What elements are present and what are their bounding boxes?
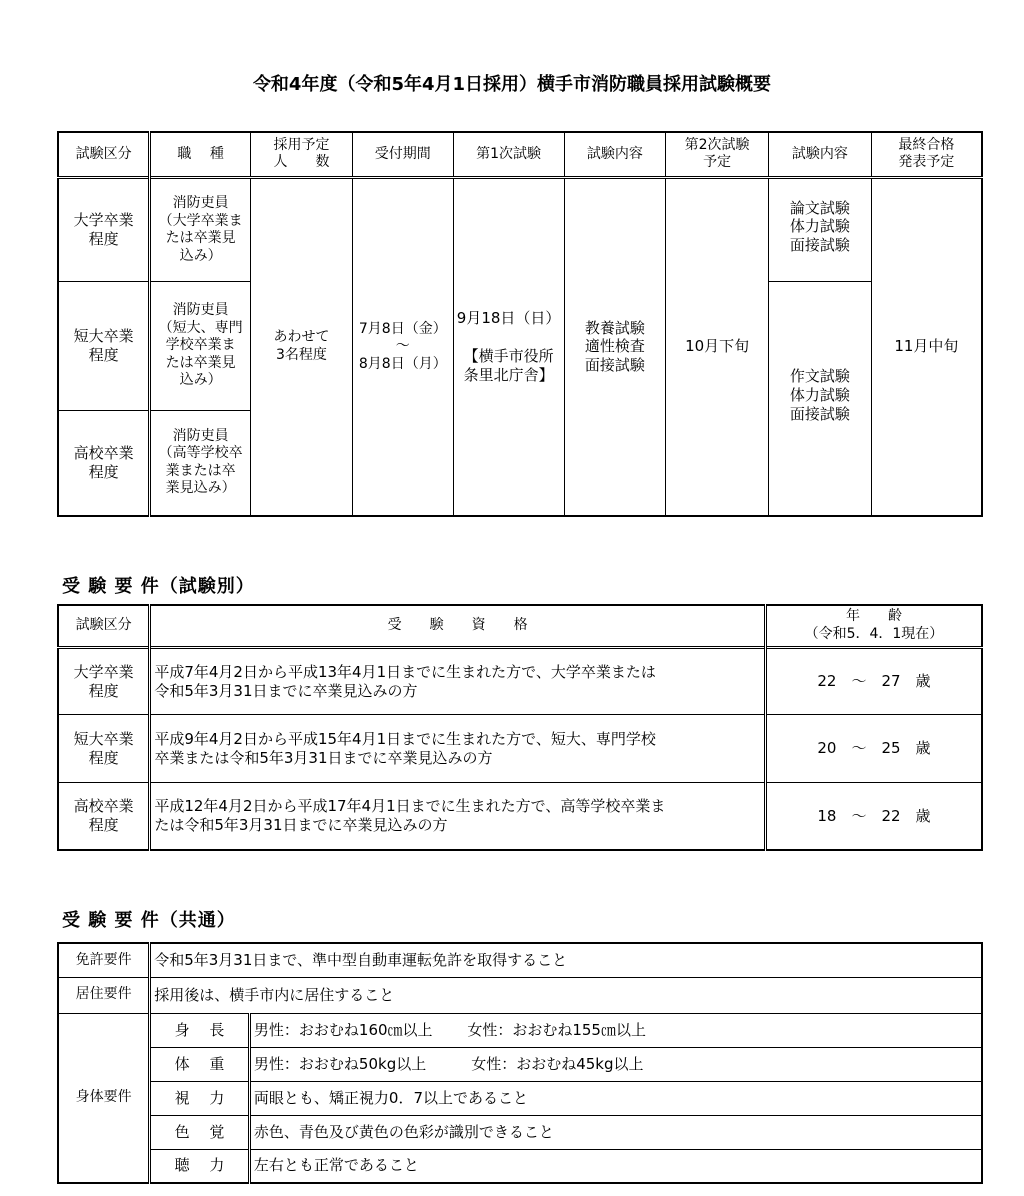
kubun-cell: 短大卒業 程度 bbox=[58, 715, 150, 783]
common-requirements-table bbox=[57, 942, 983, 1184]
shintai-item: 色 覚 bbox=[150, 1115, 250, 1149]
page-title: 令和4年度（令和5年4月1日採用）横手市消防職員採用試験概要 bbox=[252, 74, 772, 95]
saishu-cell: 11月中旬 bbox=[871, 177, 982, 516]
shintai-text: 男性：おおむね50kg以上 女性：おおむね45kg以上 bbox=[249, 1047, 982, 1081]
header-naiyou1: 試験内容 bbox=[564, 132, 666, 177]
header-shikaku: 受 験 資 格 bbox=[150, 605, 766, 647]
naiyou2-other-cell: 作文試験 体力試験 面接試験 bbox=[768, 282, 871, 516]
shintai-item: 聴 力 bbox=[150, 1149, 250, 1183]
naiyou1-cell: 教養試験 適性検査 面接試験 bbox=[564, 177, 666, 516]
overview-row-univ bbox=[58, 177, 982, 282]
requirements-header-row bbox=[58, 605, 982, 647]
shokushu-cell: 消防吏員 （短大、専門 学校卒業ま たは卒業見 込み） bbox=[150, 282, 251, 411]
shintai-row bbox=[58, 1081, 982, 1115]
overview-header-row bbox=[58, 132, 982, 177]
header-naiyou2: 試験内容 bbox=[768, 132, 871, 177]
ninzu-cell: あわせて 3名程度 bbox=[251, 177, 353, 516]
shikaku-cell: 平成12年4月2日から平成17年4月1日までに生まれた方で、高等学校卒業ま たは令和5年3月31日までに卒業見込みの方 bbox=[150, 782, 766, 850]
age-cell: 22 ～ 27 歳 bbox=[765, 647, 982, 715]
shintai-row bbox=[58, 1149, 982, 1183]
shintai-row bbox=[58, 1115, 982, 1149]
shintai-text: 左右とも正常であること bbox=[249, 1149, 982, 1183]
kyoju-label: 居住要件 bbox=[58, 977, 150, 1013]
shikaku-cell: 平成9年4月2日から平成15年4月1日までに生まれた方で、短大、専門学校 卒業または令和5年3月31日までに卒業見込みの方 bbox=[150, 715, 766, 783]
header-ninzu: 採用予定 人 数 bbox=[251, 132, 353, 177]
shintai-label: 身体要件 bbox=[58, 1013, 150, 1183]
kubun-cell: 高校卒業 程度 bbox=[58, 410, 150, 516]
requirements-row bbox=[58, 715, 982, 783]
daiichi-cell: 9月18日（日） 【横手市役所 条里北庁舎】 bbox=[453, 177, 564, 516]
shintai-item: 身 長 bbox=[150, 1013, 250, 1047]
header-kubun: 試験区分 bbox=[58, 132, 150, 177]
shintai-row bbox=[58, 1047, 982, 1081]
menkyo-label: 免許要件 bbox=[58, 943, 150, 977]
kyoju-row bbox=[58, 977, 982, 1013]
section-heading-common: 受 験 要 件（共通） bbox=[62, 910, 236, 931]
header-saishu: 最終合格 発表予定 bbox=[871, 132, 982, 177]
header-daiichi: 第1次試験 bbox=[453, 132, 564, 177]
kubun-cell: 大学卒業 程度 bbox=[58, 647, 150, 715]
requirements-row bbox=[58, 782, 982, 850]
shikaku-cell: 平成7年4月2日から平成13年4月1日までに生まれた方で、大学卒業または 令和5年3月31日までに卒業見込みの方 bbox=[150, 647, 766, 715]
header-uketsuke: 受付期間 bbox=[352, 132, 453, 177]
age-cell: 18 ～ 22 歳 bbox=[765, 782, 982, 850]
header-age: 年 齢 （令和5．4．1現在） bbox=[765, 605, 982, 647]
kubun-cell: 高校卒業 程度 bbox=[58, 782, 150, 850]
shokushu-cell: 消防吏員 （大学卒業ま たは卒業見 込み） bbox=[150, 177, 251, 282]
uketsuke-cell: 7月8日（金） ～ 8月8日（月） bbox=[352, 177, 453, 516]
header-daini: 第2次試験 予定 bbox=[666, 132, 769, 177]
naiyou2-univ-cell: 論文試験 体力試験 面接試験 bbox=[768, 177, 871, 282]
shintai-text: 男性：おおむね160㎝以上 女性：おおむね155㎝以上 bbox=[249, 1013, 982, 1047]
daini-cell: 10月下旬 bbox=[666, 177, 769, 516]
shintai-text: 赤色、青色及び黄色の色彩が識別できること bbox=[249, 1115, 982, 1149]
shintai-row bbox=[58, 1013, 982, 1047]
kyoju-text: 採用後は、横手市内に居住すること bbox=[150, 977, 982, 1013]
kubun-cell: 大学卒業 程度 bbox=[58, 177, 150, 282]
kubun-cell: 短大卒業 程度 bbox=[58, 282, 150, 411]
header-kubun: 試験区分 bbox=[58, 605, 150, 647]
shintai-text: 両眼とも、矯正視力0．7以上であること bbox=[249, 1081, 982, 1115]
age-cell: 20 ～ 25 歳 bbox=[765, 715, 982, 783]
overview-table bbox=[57, 131, 983, 517]
shokushu-cell: 消防吏員 （高等学校卒 業または卒 業見込み） bbox=[150, 410, 251, 516]
shintai-item: 視 力 bbox=[150, 1081, 250, 1115]
requirements-table bbox=[57, 604, 983, 851]
section-heading-individual: 受 験 要 件（試験別） bbox=[62, 576, 255, 597]
shintai-item: 体 重 bbox=[150, 1047, 250, 1081]
menkyo-text: 令和5年3月31日まで、準中型自動車運転免許を取得すること bbox=[150, 943, 982, 977]
menkyo-row bbox=[58, 943, 982, 977]
header-shokushu: 職 種 bbox=[150, 132, 251, 177]
requirements-row bbox=[58, 647, 982, 715]
